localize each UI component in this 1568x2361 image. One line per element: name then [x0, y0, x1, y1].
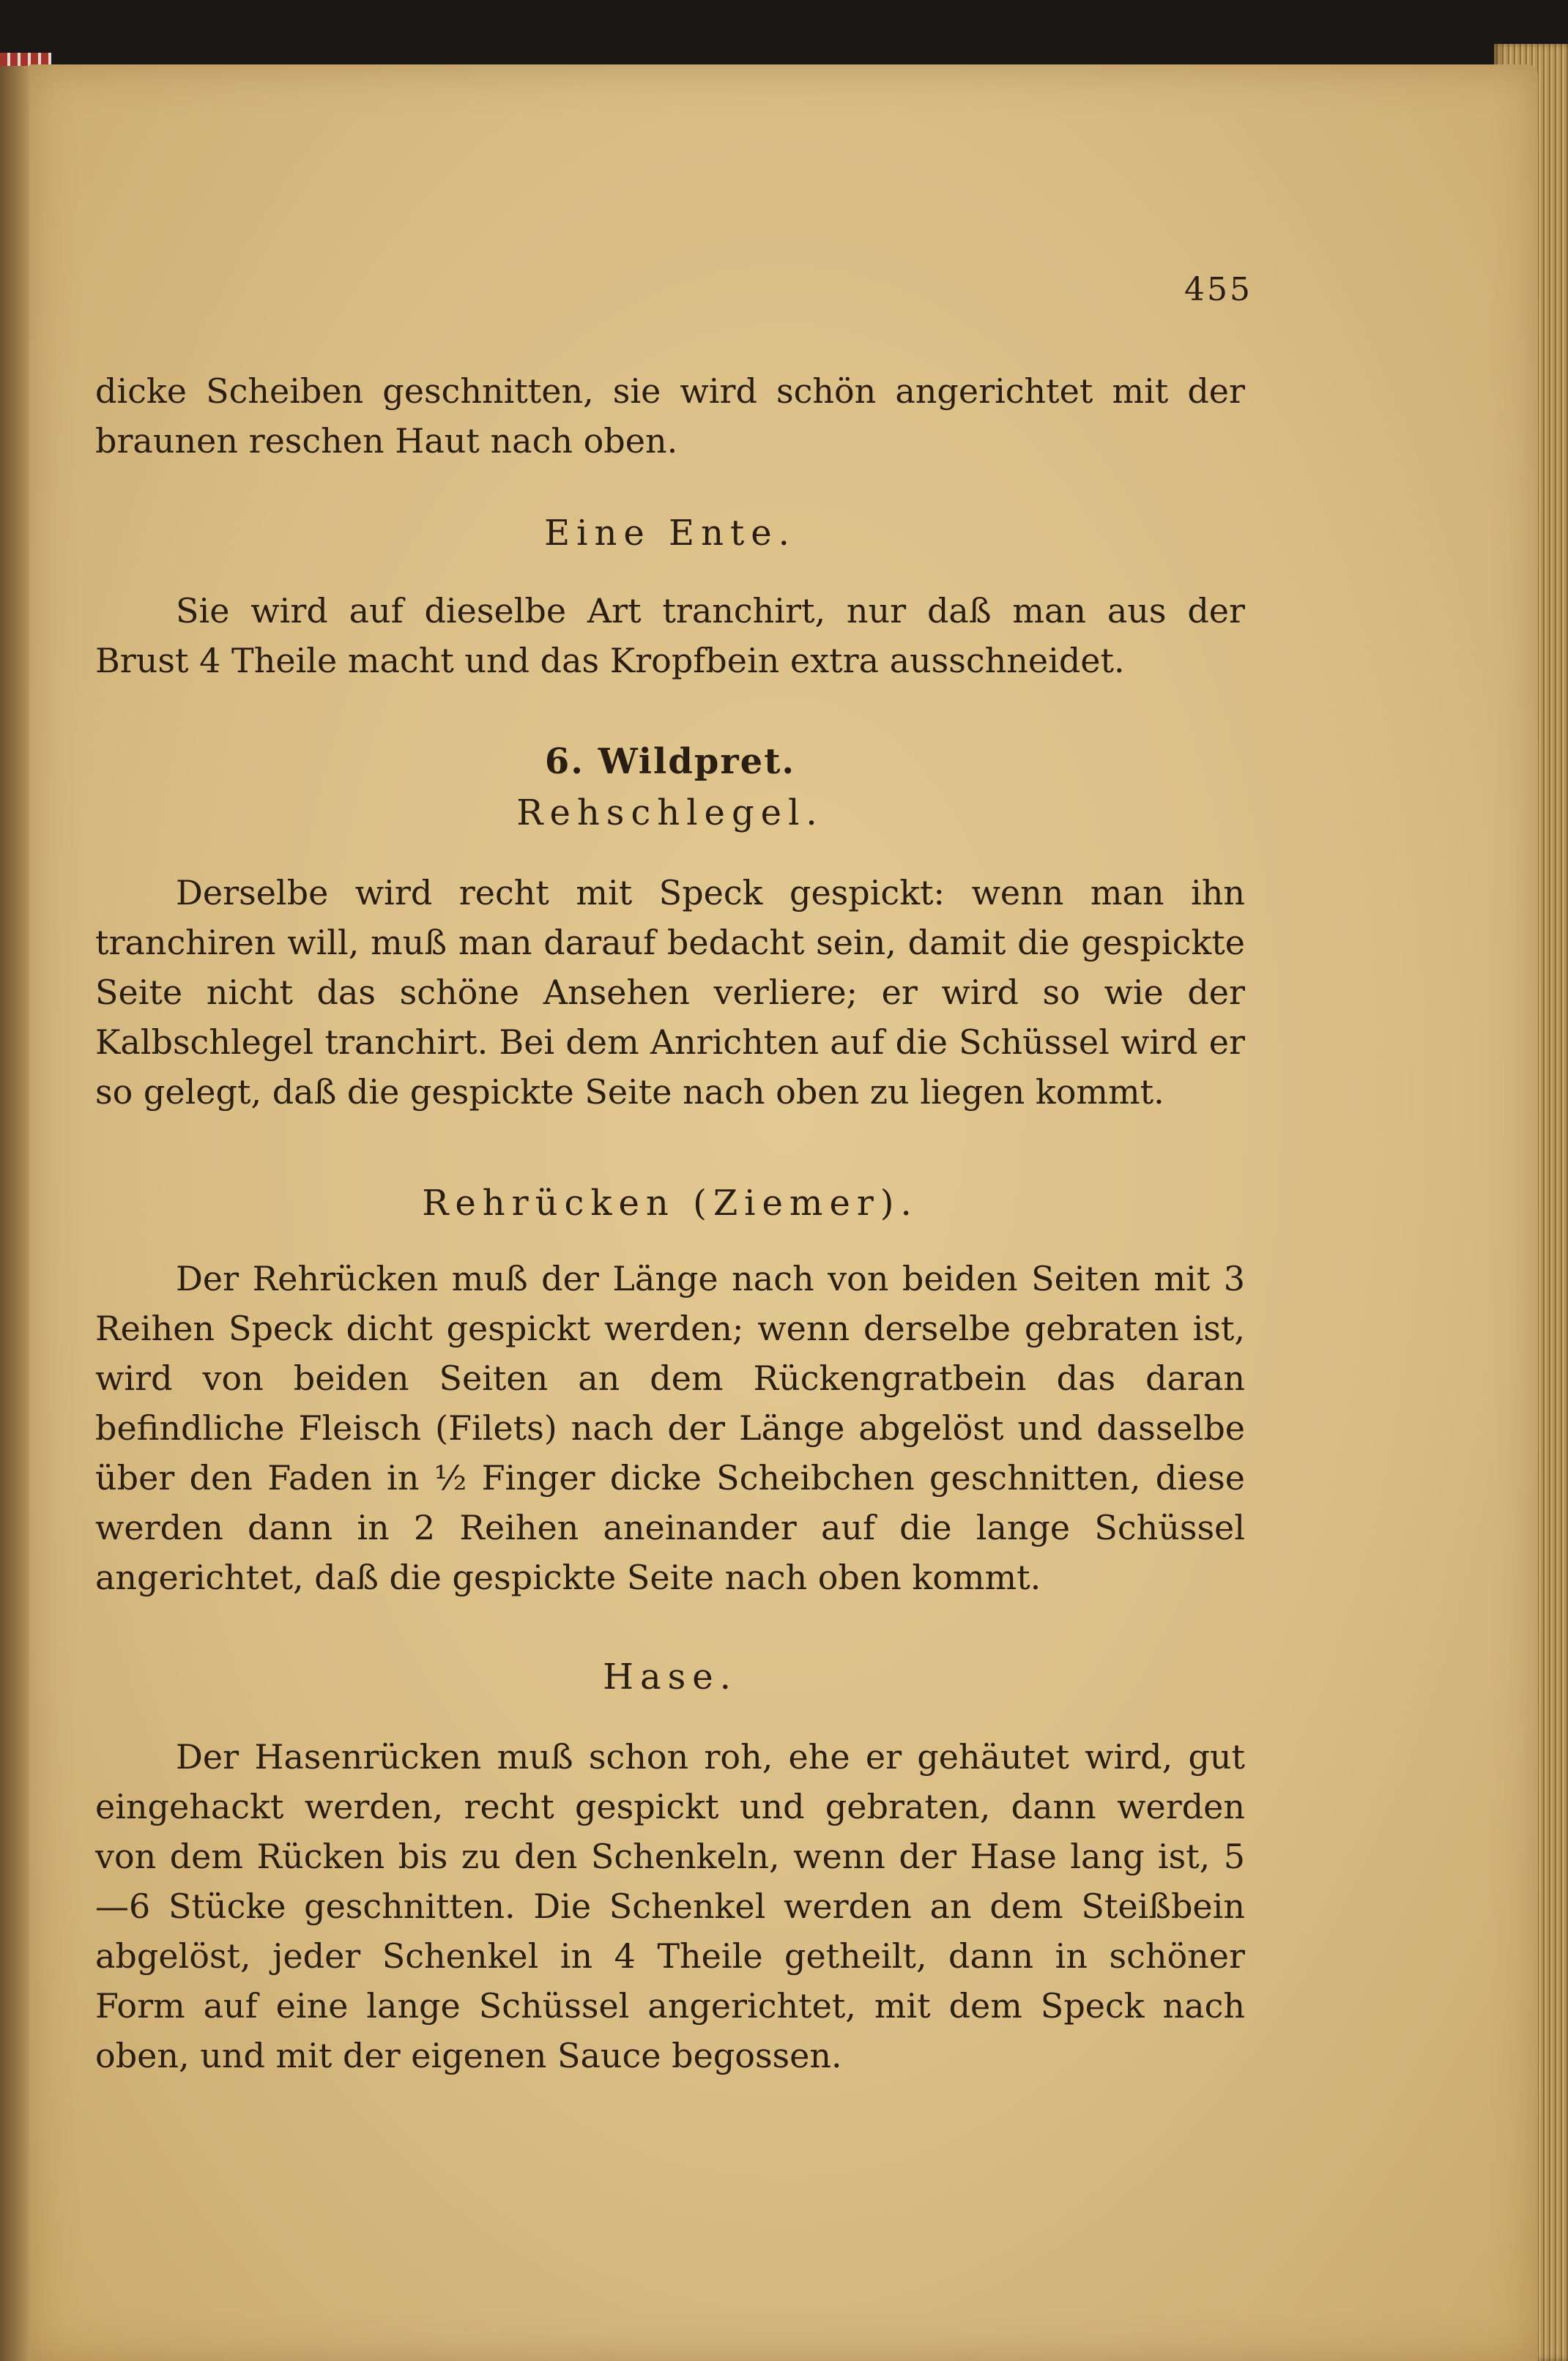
paragraph-rehschlegel: Derselbe wird recht mit Speck gespickt: wenn man ihn tranchiren will, muß man darauf bedacht sein, damit die gespickte Seite nicht das schöne Ansehen verliere; er wird so wie der Kalbschlegel tranchirt. Bei dem Anrichten auf die Schüssel wird er so gelegt, daß die gespickte Seite nach oben zu liegen kommt. — [95, 873, 1245, 1112]
heading-ente: Eine Ente. — [544, 513, 796, 554]
paragraph-rehruecken: Der Rehrücken muß der Länge nach von beiden Seiten mit 3 Reihen Speck dicht gespickt werden; wenn derselbe gebraten ist, wird von beiden Seiten an dem Rückengratbein das daran befindliche Fleisch (Filets) nach der Länge abgelöst und dasselbe über den Faden in ½ Finger dicke Scheibchen geschnitten, diese werden dann in 2 Reihen aneinander auf die lange Schüssel angerichtet, daß die gespickte Seite nach oben kommt. — [95, 1259, 1245, 1597]
paragraph-intro: dicke Scheiben geschnitten, sie wird schön angerichtet mit der braunen reschen Haut nach oben. — [95, 371, 1245, 461]
page-number: 455 — [1184, 271, 1252, 308]
paragraph-ente: Sie wird auf dieselbe Art tranchirt, nur daß man aus der Brust 4 Theile macht und das Kropfbein extra ausschneidet. — [95, 591, 1245, 680]
paragraph-hase: Der Hasenrücken muß schon roh, ehe er gehäutet wird, gut eingehackt werden, recht gespickt und gebraten, dann werden von dem Rücken bis zu den Schenkeln, wenn der Hase lang ist, 5—6 Stücke geschnitten. Die Schenkel werden an dem Steißbein abgelöst, jeder Schenkel in 4 Theile getheilt, dann in schöner Form auf eine lange Schüssel angerichtet, mit dem Speck nach oben, und mit der eigenen Sauce begossen. — [95, 1737, 1245, 2075]
heading-rehruecken: Rehrücken (Ziemer). — [422, 1183, 918, 1224]
heading-hase: Hase. — [603, 1657, 737, 1698]
section-heading-wildpret: 6. Wildpret. — [544, 741, 796, 782]
heading-rehschlegel: Rehschlegel. — [516, 792, 824, 833]
